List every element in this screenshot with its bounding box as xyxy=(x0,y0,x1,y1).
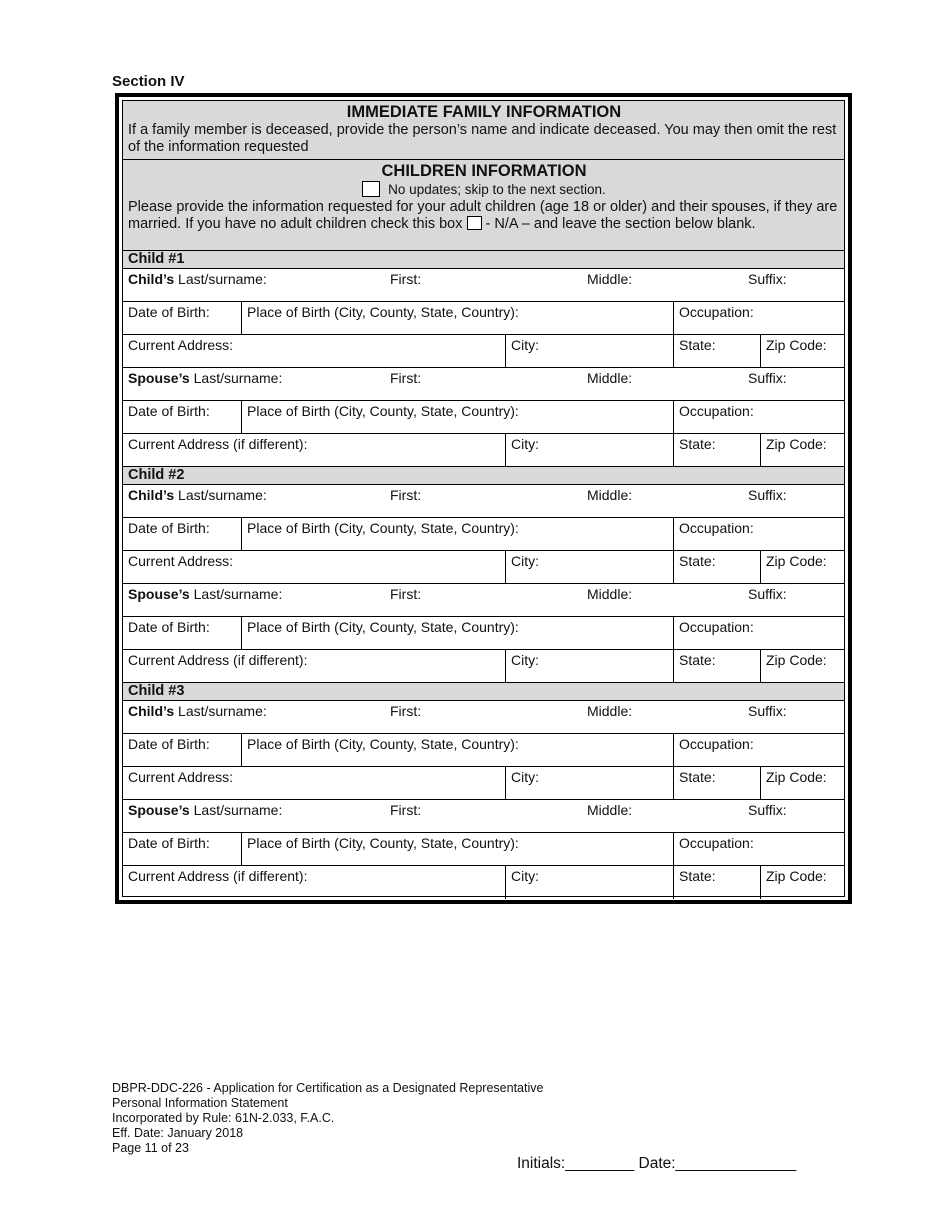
form-footer xyxy=(112,1081,543,1156)
child-3-occupation-field[interactable]: Occupation: xyxy=(673,734,844,766)
child-3-spouse-dob-field[interactable]: Date of Birth: xyxy=(128,835,210,851)
child-1-zip-field[interactable]: Zip Code: xyxy=(760,335,844,367)
child-1-spouse-birth-row xyxy=(123,401,844,434)
child-3-spouse-first-name-field[interactable]: First: xyxy=(390,802,422,818)
children-instructions: Please provide the information requested for your adult children (age 18 or older) and their spouses, if they are married. If you have no adult children check this box - N/A – and leave the section below blank. xyxy=(128,199,838,232)
child-2-spouse-zip-field[interactable]: Zip Code: xyxy=(760,650,844,682)
immediate-family-header xyxy=(123,101,844,160)
child-1-spouse-suffix-field[interactable]: Suffix: xyxy=(748,370,787,386)
child-3-name-row xyxy=(123,701,844,734)
child-1-address-field[interactable]: Current Address: xyxy=(128,337,234,353)
child-3-spouse-occupation-field[interactable]: Occupation: xyxy=(673,833,844,865)
immediate-family-title: IMMEDIATE FAMILY INFORMATION xyxy=(346,103,622,121)
child-2-spouse-birth-row xyxy=(123,617,844,650)
child-2-occupation-field[interactable]: Occupation: xyxy=(673,518,844,550)
child-3-spouse-pob-field[interactable]: Place of Birth (City, County, State, Country): xyxy=(241,833,673,865)
child-3-spouse-zip-field[interactable]: Zip Code: xyxy=(760,866,844,899)
child-2-spouse-address-row xyxy=(123,650,844,683)
child-1-city-field[interactable]: City: xyxy=(505,335,673,367)
child-2-birth-row xyxy=(123,518,844,551)
child-2-spouse-first-name-field[interactable]: First: xyxy=(390,586,422,602)
child-1-block xyxy=(123,251,844,467)
child-2-suffix-field[interactable]: Suffix: xyxy=(748,487,787,503)
child-1-name-row xyxy=(123,269,844,302)
child-1-spouse-address-field[interactable]: Current Address (if different): xyxy=(128,436,308,452)
child-1-address-row xyxy=(123,335,844,368)
child-2-spouse-city-field[interactable]: City: xyxy=(505,650,673,682)
no-updates-label: No updates; skip to the next section. xyxy=(388,182,606,197)
child-2-last-name-field[interactable]: Child’s Last/surname: xyxy=(128,487,267,503)
child-3-spouse-middle-name-field[interactable]: Middle: xyxy=(587,802,633,818)
child-1-title: Child #1 xyxy=(123,251,844,269)
child-3-zip-field[interactable]: Zip Code: xyxy=(760,767,844,799)
child-3-spouse-address-field[interactable]: Current Address (if different): xyxy=(128,868,308,884)
child-1-last-name-field[interactable]: Child’s Last/surname: xyxy=(128,271,267,287)
children-list xyxy=(123,251,844,899)
child-3-first-name-field[interactable]: First: xyxy=(390,703,422,719)
child-3-pob-field[interactable]: Place of Birth (City, County, State, Country): xyxy=(241,734,673,766)
child-3-spouse-name-row xyxy=(123,800,844,833)
child-1-spouse-name-row xyxy=(123,368,844,401)
footer-page-number: Page 11 of 23 xyxy=(112,1141,189,1155)
child-2-middle-name-field[interactable]: Middle: xyxy=(587,487,633,503)
initials-date-line[interactable]: Initials:________ Date:______________ xyxy=(517,1155,797,1172)
child-3-spouse-suffix-field[interactable]: Suffix: xyxy=(748,802,787,818)
child-1-occupation-field[interactable]: Occupation: xyxy=(673,302,844,334)
child-1-spouse-pob-field[interactable]: Place of Birth (City, County, State, Country): xyxy=(241,401,673,433)
child-1-spouse-dob-field[interactable]: Date of Birth: xyxy=(128,403,210,419)
child-1-spouse-middle-name-field[interactable]: Middle: xyxy=(587,370,633,386)
child-2-block xyxy=(123,467,844,683)
child-1-dob-field[interactable]: Date of Birth: xyxy=(128,304,210,320)
child-2-zip-field[interactable]: Zip Code: xyxy=(760,551,844,583)
child-1-spouse-address-row xyxy=(123,434,844,467)
child-3-state-field[interactable]: State: xyxy=(673,767,760,799)
child-2-state-field[interactable]: State: xyxy=(673,551,760,583)
footer-rule: Incorporated by Rule: 61N-2.033, F.A.C. xyxy=(112,1111,335,1125)
child-2-spouse-pob-field[interactable]: Place of Birth (City, County, State, Country): xyxy=(241,617,673,649)
child-1-pob-field[interactable]: Place of Birth (City, County, State, Country): xyxy=(241,302,673,334)
child-2-spouse-occupation-field[interactable]: Occupation: xyxy=(673,617,844,649)
child-2-first-name-field[interactable]: First: xyxy=(390,487,422,503)
child-2-title: Child #2 xyxy=(123,467,844,485)
child-2-pob-field[interactable]: Place of Birth (City, County, State, Country): xyxy=(241,518,673,550)
child-3-title: Child #3 xyxy=(123,683,844,701)
child-1-spouse-zip-field[interactable]: Zip Code: xyxy=(760,434,844,466)
section-label: Section IV xyxy=(112,73,185,90)
child-3-block xyxy=(123,683,844,899)
child-2-spouse-last-name-field[interactable]: Spouse’s Last/surname: xyxy=(128,586,283,602)
child-2-spouse-middle-name-field[interactable]: Middle: xyxy=(587,586,633,602)
child-2-city-field[interactable]: City: xyxy=(505,551,673,583)
child-3-spouse-last-name-field[interactable]: Spouse’s Last/surname: xyxy=(128,802,283,818)
child-3-spouse-city-field[interactable]: City: xyxy=(505,866,673,899)
child-3-spouse-birth-row xyxy=(123,833,844,866)
child-3-city-field[interactable]: City: xyxy=(505,767,673,799)
child-3-address-row xyxy=(123,767,844,800)
no-adult-children-checkbox[interactable] xyxy=(467,216,482,230)
child-3-dob-field[interactable]: Date of Birth: xyxy=(128,736,210,752)
child-3-spouse-address-row xyxy=(123,866,844,899)
children-info-header xyxy=(123,160,844,251)
footer-form-name: Personal Information Statement xyxy=(112,1096,288,1110)
child-2-spouse-state-field[interactable]: State: xyxy=(673,650,760,682)
child-1-spouse-state-field[interactable]: State: xyxy=(673,434,760,466)
child-2-spouse-dob-field[interactable]: Date of Birth: xyxy=(128,619,210,635)
child-2-spouse-address-field[interactable]: Current Address (if different): xyxy=(128,652,308,668)
child-2-spouse-suffix-field[interactable]: Suffix: xyxy=(748,586,787,602)
child-2-address-field[interactable]: Current Address: xyxy=(128,553,234,569)
child-2-dob-field[interactable]: Date of Birth: xyxy=(128,520,210,536)
child-1-birth-row xyxy=(123,302,844,335)
child-1-spouse-occupation-field[interactable]: Occupation: xyxy=(673,401,844,433)
child-1-state-field[interactable]: State: xyxy=(673,335,760,367)
child-1-spouse-first-name-field[interactable]: First: xyxy=(390,370,422,386)
no-updates-checkbox[interactable] xyxy=(362,181,380,197)
child-3-last-name-field[interactable]: Child’s Last/surname: xyxy=(128,703,267,719)
child-3-middle-name-field[interactable]: Middle: xyxy=(587,703,633,719)
child-1-middle-name-field[interactable]: Middle: xyxy=(587,271,633,287)
child-1-first-name-field[interactable]: First: xyxy=(390,271,422,287)
children-info-title: CHILDREN INFORMATION xyxy=(381,162,587,180)
child-1-spouse-city-field[interactable]: City: xyxy=(505,434,673,466)
footer-eff-date: Eff. Date: January 2018 xyxy=(112,1126,244,1140)
child-2-spouse-name-row xyxy=(123,584,844,617)
child-2-address-row xyxy=(123,551,844,584)
child-3-birth-row xyxy=(123,734,844,767)
child-2-name-row xyxy=(123,485,844,518)
child-1-spouse-last-name-field[interactable]: Spouse’s Last/surname: xyxy=(128,370,283,386)
child-3-spouse-state-field[interactable]: State: xyxy=(673,866,760,899)
child-3-suffix-field[interactable]: Suffix: xyxy=(748,703,787,719)
child-3-address-field[interactable]: Current Address: xyxy=(128,769,234,785)
family-info-form xyxy=(115,93,852,904)
child-1-suffix-field[interactable]: Suffix: xyxy=(748,271,787,287)
footer-form-id: DBPR-DDC-226 - Application for Certification as a Designated Representative xyxy=(112,1081,544,1095)
immediate-family-instructions: If a family member is deceased, provide the person’s name and indicate deceased. You may then omit the rest of the information requested xyxy=(128,122,837,155)
no-updates-option xyxy=(128,181,840,199)
